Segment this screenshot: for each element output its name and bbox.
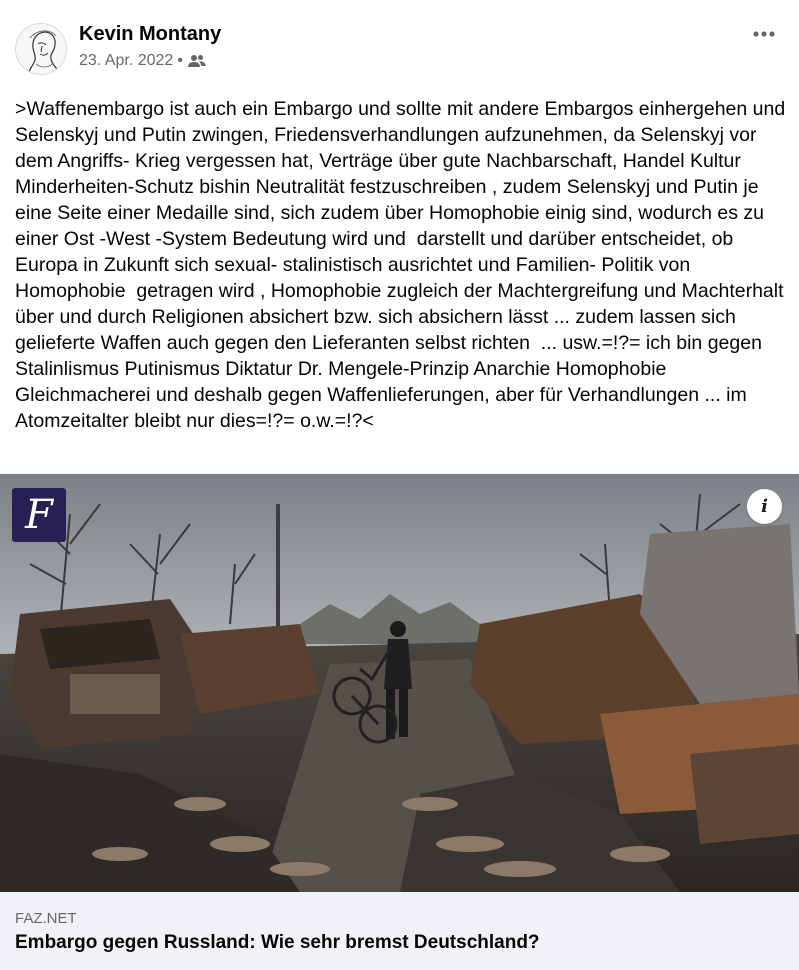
link-preview-footer[interactable] xyxy=(0,892,799,970)
post-text: >Waffenembargo ist auch ein Embargo und sollte mit andere Embargos einhergehen und Selenskyj und Putin zwingen, Friedensverhandlungen aufzunehmen, da Selenskyj vor dem Angriffs- Krieg vergessen hat, Verträge über gute Nachbarschaft, Handel Kultur Minderheiten-Schutz bishin Neutralität festzuschreiben , zudem Selenskyj und Putin je eine Seite einer Medaille sind, sich zudem über Homophobie einig sind, wodurch es zu einer Ost -West -System Bedeutung wird und darstellt und darüber entscheidet, ob Europa in Zukunft sich sexual- stalinistisch ausrichtet und Familien- Politik von Homophobie getragen wird , Homophobie zugleich der Machtergreifung und Machterhalt über und durch Religionen absichert bzw. sich absichern lässt ... zudem lassen sich gelieferte Waffen auch gegen den Lieferanten selbst richten ... usw.=!?= ich bin gegen Stalinlismus Putinismus Diktatur Dr. Mengele-Prinzip Anarchie Homophobie Gleichmacherei und deshalb gegen Waffenlieferungen, aber für Verhandlungen ... im Atomzeitalter bleibt nur dies=!?= o.w.=!?< xyxy=(15,98,791,432)
link-preview-image[interactable] xyxy=(0,474,799,892)
link-title[interactable]: Embargo gegen Russland: Wie sehr bremst Deutschland? xyxy=(15,932,540,953)
friends-icon xyxy=(188,53,206,69)
author-name[interactable]: Kevin Montany xyxy=(79,23,222,45)
post-header xyxy=(0,0,799,88)
more-options-icon[interactable] xyxy=(748,22,780,46)
post-date[interactable]: 23. Apr. 2022 xyxy=(79,52,174,69)
war-debris-photo xyxy=(0,474,799,892)
sketch-portrait-avatar-icon xyxy=(16,24,67,75)
link-preview[interactable] xyxy=(0,474,799,970)
publisher-logo: F xyxy=(12,488,66,542)
info-icon[interactable]: i xyxy=(747,489,782,524)
meta-separator: • xyxy=(177,52,183,69)
author-avatar[interactable] xyxy=(15,23,67,75)
post-meta xyxy=(79,52,206,70)
link-domain: FAZ.NET xyxy=(15,910,77,927)
